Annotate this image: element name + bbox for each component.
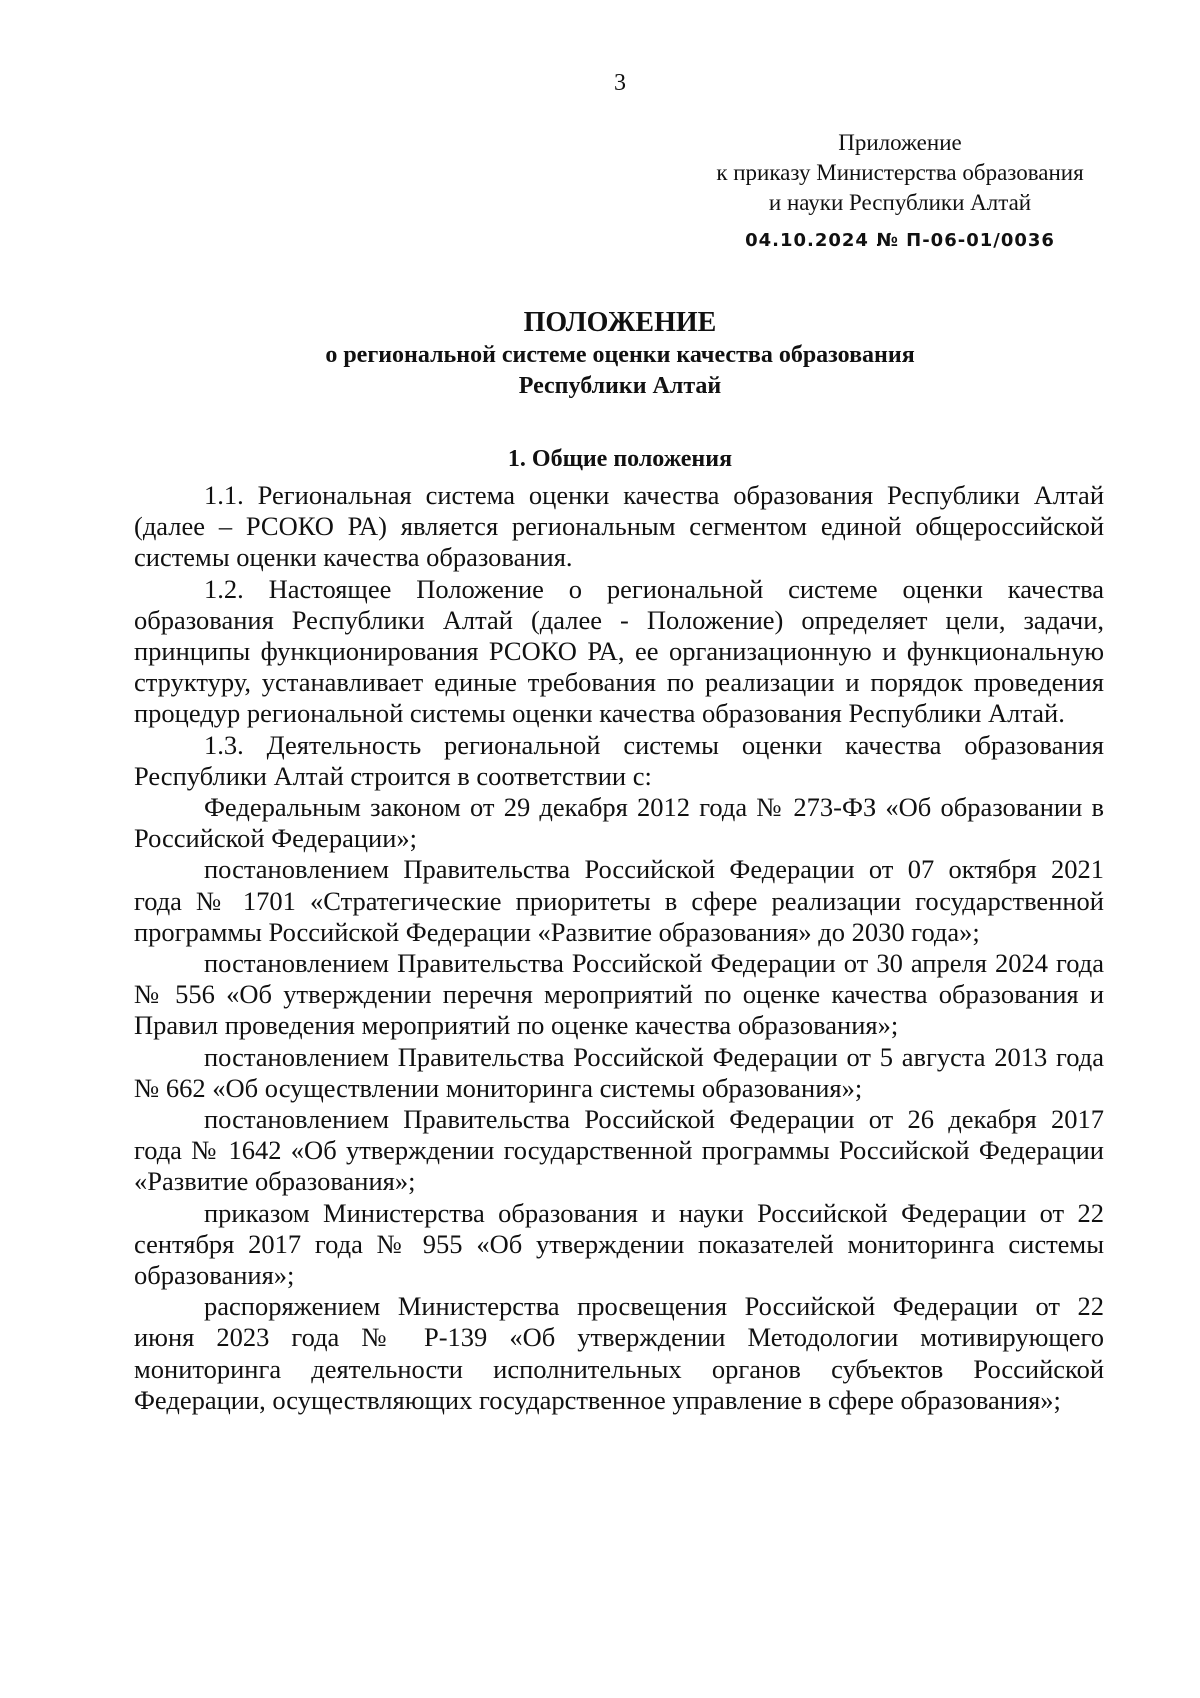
section-body — [134, 480, 1104, 1416]
paragraph: постановлением Правительства Российской Федерации от 5 августа 2013 года № 662 «Об осуществлении мониторинга системы образования»; — [134, 1041, 1104, 1103]
paragraph: распоряжением Министерства просвещения Российской Федерации от 22 июня 2023 года № Р-139 «Об утверждении Методологии мотивирующего мониторинга деятельности исполнительных органов субъектов Российской Федерации, осуществляющих государственное управление в сфере образования»; — [134, 1291, 1104, 1415]
title-main: ПОЛОЖЕНИЕ — [523, 307, 717, 338]
paragraph: приказом Министерства образования и науки Российской Федерации от 22 сентября 2017 года № 955 «Об утверждении показателей мониторинга системы образования»; — [134, 1197, 1104, 1291]
paragraph: 1.2. Настоящее Положение о региональной системе оценки качества образования Республики Алтай (далее - Положение) определяет цели, задачи, принципы функционирования РСОКО РА, ее организационную и функциональную структуру, устанавливает единые требования по реализации и порядок проведения процедур региональной системы оценки качества образования Республики Алтай. — [134, 573, 1104, 729]
appendix-line: к приказу Министерства образования — [716, 160, 1084, 185]
page-number: 3 — [614, 70, 626, 96]
paragraph: постановлением Правительства Российской Федерации от 30 апреля 2024 года № 556 «Об утверждении перечня мероприятий по оценке качества образования и Правил проведения мероприятий по оценке качества образования»; — [134, 948, 1104, 1041]
appendix-line: и науки Республики Алтай — [768, 190, 1032, 215]
paragraph: Федеральным законом от 29 декабря 2012 года № 273-ФЗ «Об образовании в Российской Федерации»; — [134, 792, 1104, 854]
title-subtitle-line: о региональной системе оценки качества образования — [325, 342, 915, 368]
document-title — [130, 306, 1110, 402]
paragraph: 1.3. Деятельность региональной системы оценки качества образования Республики Алтай строится в соответствии с: — [134, 729, 1104, 791]
order-reference: 04.10.2024 № П-06-01/0036 — [745, 230, 1055, 251]
section-heading: 1. Общие положения — [507, 446, 733, 472]
paragraph: постановлением Правительства Российской Федерации от 26 декабря 2017 года № 1642 «Об утверждении государственной программы Российской Федерации «Развитие образования»; — [134, 1104, 1104, 1197]
title-subtitle-line: Республики Алтай — [518, 373, 722, 399]
appendix-block — [690, 128, 1110, 218]
paragraph: 1.1. Региональная система оценки качества образования Республики Алтай (далее – РСОКО РА) является региональным сегментом единой общероссийской системы оценки качества образования. — [134, 480, 1104, 573]
appendix-line: Приложение — [838, 130, 962, 155]
paragraph: постановлением Правительства Российской Федерации от 07 октября 2021 года № 1701 «Стратегические приоритеты в сфере реализации государственной программы Российской Федерации «Развитие образования» до 2030 года»; — [134, 854, 1104, 947]
